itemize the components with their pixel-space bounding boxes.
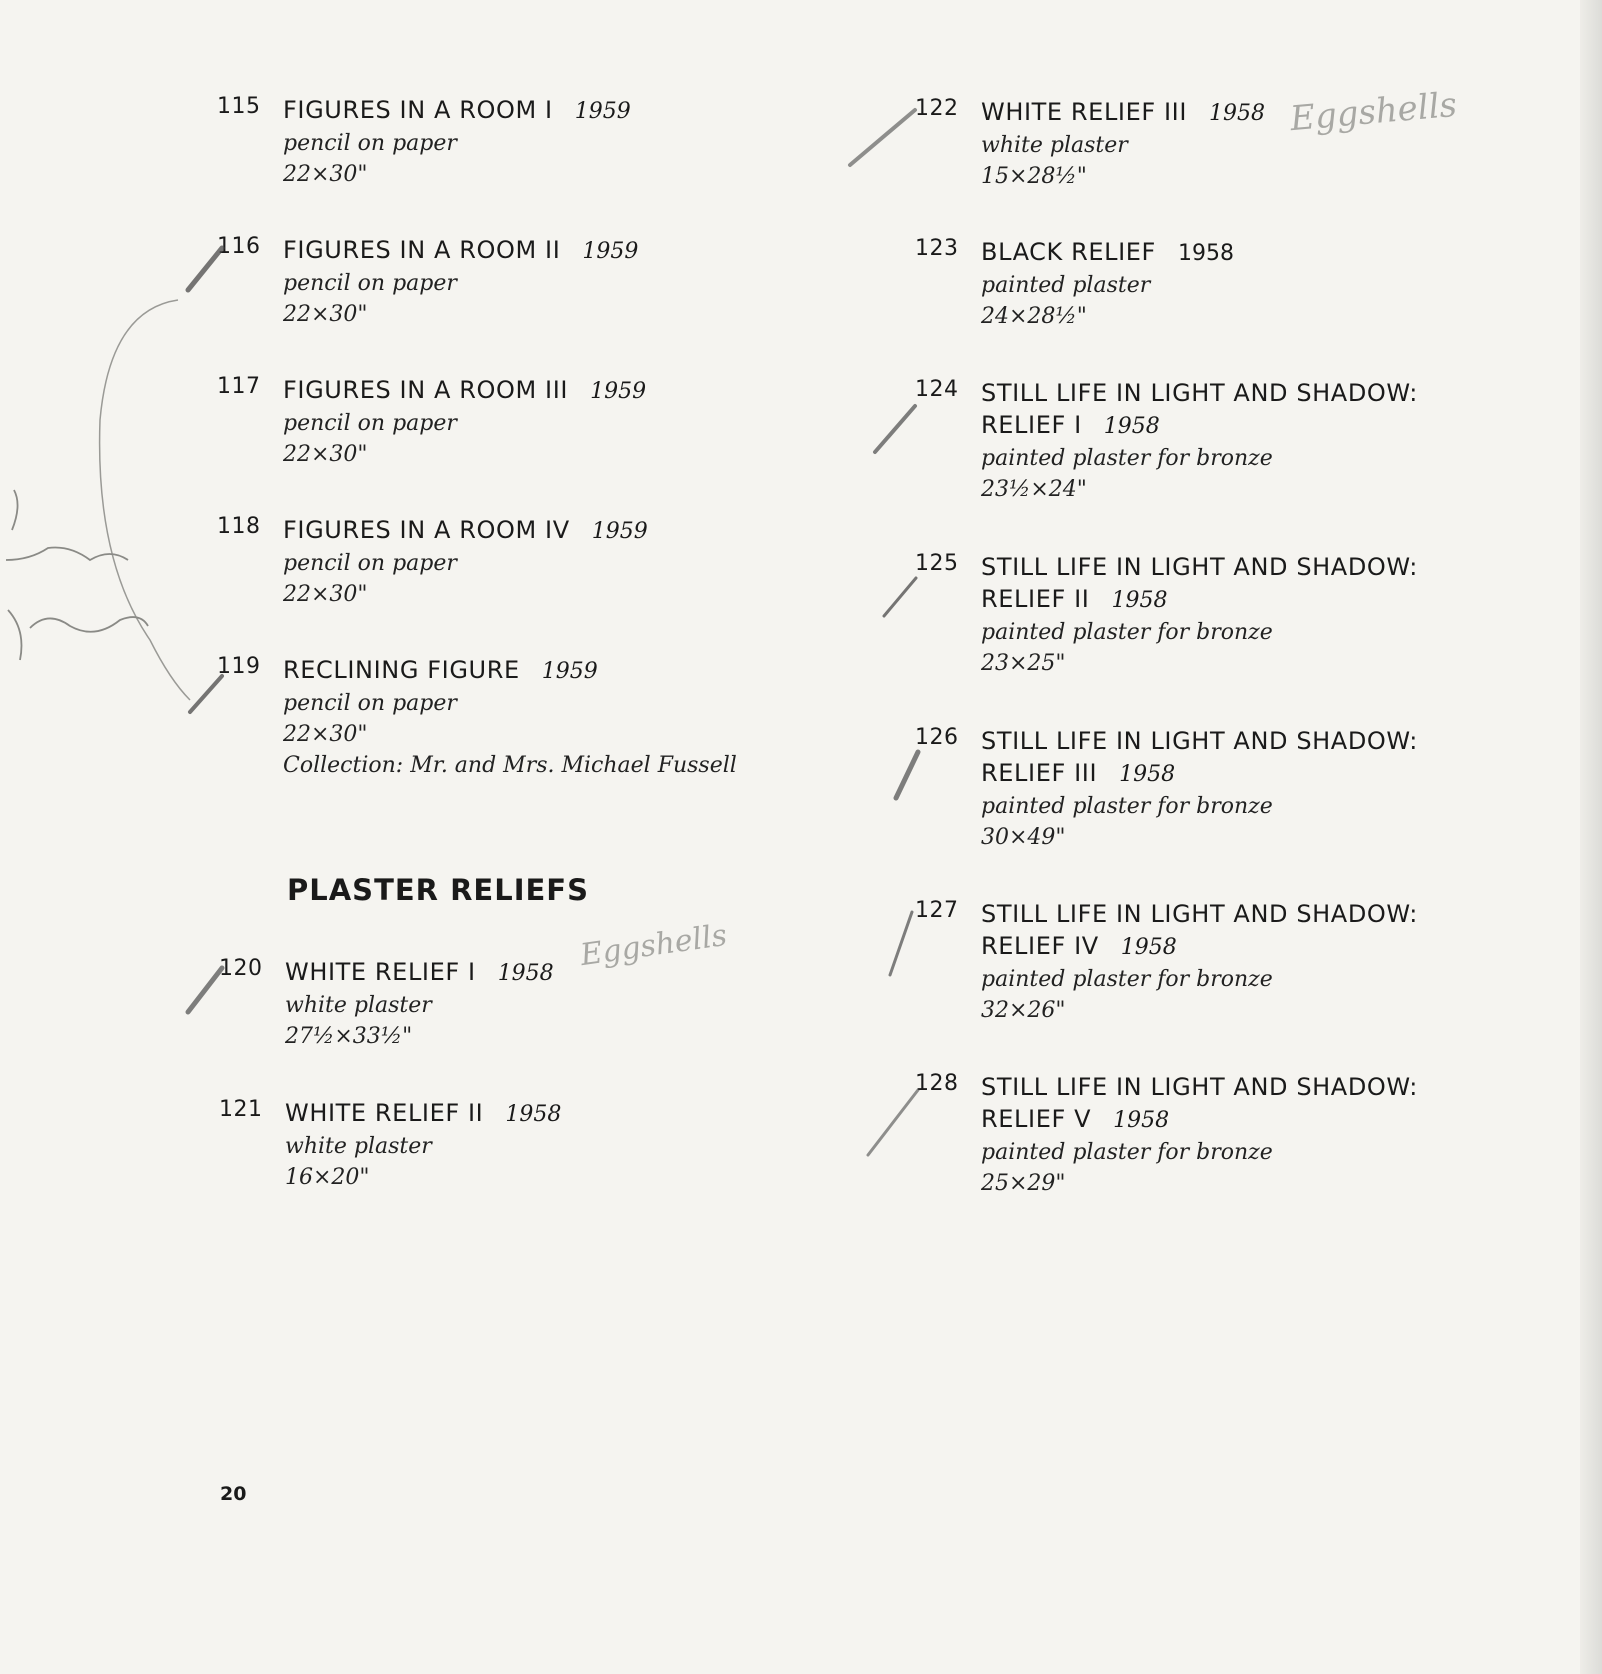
check-mark-119	[190, 676, 222, 712]
entry-title: WHITE RELIEF III	[981, 98, 1188, 126]
catalog-entry-124	[915, 377, 1418, 505]
entry-dimensions: 27½×33½"	[285, 1024, 413, 1049]
entry-medium: white plaster	[285, 993, 432, 1018]
catalog-entry-116	[217, 234, 639, 330]
catalog-entry-120	[219, 956, 554, 1052]
entry-number: 125	[915, 551, 959, 576]
entry-number: 119	[217, 654, 261, 679]
entry-dimensions: 25×29"	[981, 1171, 1066, 1196]
entry-title-line-2: RELIEF V	[981, 1105, 1092, 1133]
entry-medium: painted plaster for bronze	[981, 794, 1273, 819]
entry-dimensions: 23×25"	[981, 651, 1066, 676]
entry-title: BLACK RELIEF	[981, 238, 1156, 266]
catalog-entry-125	[915, 551, 1418, 679]
entry-medium: painted plaster for bronze	[981, 620, 1273, 645]
entry-number: 116	[217, 234, 261, 259]
entry-medium: painted plaster	[981, 273, 1151, 298]
entry-medium: pencil on paper	[283, 691, 457, 716]
page-edge	[1580, 0, 1602, 1674]
entry-title: FIGURES IN A ROOM IV	[283, 516, 570, 544]
entry-medium: pencil on paper	[283, 411, 457, 436]
entry-medium: painted plaster for bronze	[981, 967, 1273, 992]
catalog-entry-115	[217, 94, 631, 190]
entry-year: 1959	[541, 659, 598, 684]
entry-number: 120	[219, 956, 263, 981]
catalog-entry-123	[915, 236, 1234, 332]
entry-number: 122	[915, 96, 959, 121]
entry-number: 126	[915, 725, 959, 750]
entry-title-line-2: RELIEF III	[981, 759, 1098, 787]
margin-scribble	[6, 490, 148, 660]
entry-number: 123	[915, 236, 959, 261]
entry-title: FIGURES IN A ROOM II	[283, 236, 561, 264]
entry-title-line-2: RELIEF IV	[981, 932, 1099, 960]
entry-medium: painted plaster for bronze	[981, 446, 1273, 471]
entry-collection: Collection: Mr. and Mrs. Michael Fussell	[283, 753, 737, 778]
check-mark-120	[188, 968, 222, 1012]
entry-year: 1958	[1111, 588, 1168, 613]
catalog-entry-118	[217, 514, 648, 610]
entry-year: 1958	[1120, 935, 1177, 960]
entry-dimensions: 22×30"	[283, 442, 368, 467]
check-mark-127	[890, 912, 912, 975]
entry-number: 124	[915, 377, 959, 402]
entry-medium: white plaster	[981, 133, 1128, 158]
catalog-entry-117	[217, 374, 647, 470]
entry-medium: painted plaster for bronze	[981, 1140, 1273, 1165]
entry-title-line-2: RELIEF I	[981, 411, 1082, 439]
handwritten-note-122: Eggshells	[1288, 84, 1459, 140]
entry-dimensions: 24×28½"	[981, 304, 1087, 329]
entry-year: 1958	[497, 961, 554, 986]
check-mark-124	[875, 406, 915, 452]
entry-dimensions: 22×30"	[283, 162, 368, 187]
entry-number: 128	[915, 1071, 959, 1096]
entry-title-line-2: RELIEF II	[981, 585, 1090, 613]
entry-year: 1959	[591, 519, 648, 544]
catalog-entry-121	[219, 1097, 562, 1193]
entry-title: WHITE RELIEF I	[285, 958, 476, 986]
entry-year: 1958	[505, 1102, 562, 1127]
entry-title: STILL LIFE IN LIGHT AND SHADOW:	[981, 379, 1418, 407]
check-mark-126	[896, 752, 918, 798]
catalog-entry-122	[915, 96, 1266, 192]
entry-number: 118	[217, 514, 261, 539]
check-mark-125	[884, 578, 916, 616]
check-mark-128	[868, 1090, 918, 1155]
entry-year: 1958	[1209, 101, 1266, 126]
entry-dimensions: 22×30"	[283, 582, 368, 607]
entry-title: STILL LIFE IN LIGHT AND SHADOW:	[981, 900, 1418, 928]
entry-dimensions: 23½×24"	[981, 477, 1087, 502]
entry-medium: pencil on paper	[283, 131, 457, 156]
entry-dimensions: 22×30"	[283, 302, 368, 327]
entry-year: 1959	[590, 379, 647, 404]
entry-title: STILL LIFE IN LIGHT AND SHADOW:	[981, 1073, 1418, 1101]
entry-year: 1958	[1177, 241, 1234, 266]
entry-year: 1959	[582, 239, 639, 264]
catalog-entry-128	[915, 1071, 1418, 1199]
entry-title: STILL LIFE IN LIGHT AND SHADOW:	[981, 553, 1418, 581]
catalog-entry-126	[915, 725, 1418, 853]
check-mark-122	[850, 110, 915, 165]
entry-title: FIGURES IN A ROOM I	[283, 96, 553, 124]
page-number: 20	[220, 1483, 247, 1505]
entry-number: 127	[915, 898, 959, 923]
entry-title: WHITE RELIEF II	[285, 1099, 484, 1127]
catalog-entry-119	[217, 654, 737, 781]
entry-year: 1959	[574, 99, 631, 124]
entry-medium: white plaster	[285, 1134, 432, 1159]
entry-dimensions: 22×30"	[283, 722, 368, 747]
section-heading: PLASTER RELIEFS	[287, 873, 589, 907]
entry-title: RECLINING FIGURE	[283, 656, 520, 684]
entry-year: 1958	[1119, 762, 1176, 787]
entry-medium: pencil on paper	[283, 271, 457, 296]
catalog-entry-127	[915, 898, 1418, 1026]
entry-number: 117	[217, 374, 261, 399]
entry-dimensions: 16×20"	[285, 1165, 370, 1190]
entry-number: 121	[219, 1097, 263, 1122]
entry-title: STILL LIFE IN LIGHT AND SHADOW:	[981, 727, 1418, 755]
entry-dimensions: 15×28½"	[981, 164, 1087, 189]
entry-medium: pencil on paper	[283, 551, 457, 576]
entry-number: 115	[217, 94, 261, 119]
entry-title: FIGURES IN A ROOM III	[283, 376, 569, 404]
margin-bracket	[100, 300, 190, 700]
entry-dimensions: 32×26"	[981, 998, 1066, 1023]
entry-year: 1958	[1103, 414, 1160, 439]
entry-dimensions: 30×49"	[981, 825, 1066, 850]
handwritten-note-120: Eggshells	[578, 917, 730, 974]
entry-year: 1958	[1113, 1108, 1170, 1133]
